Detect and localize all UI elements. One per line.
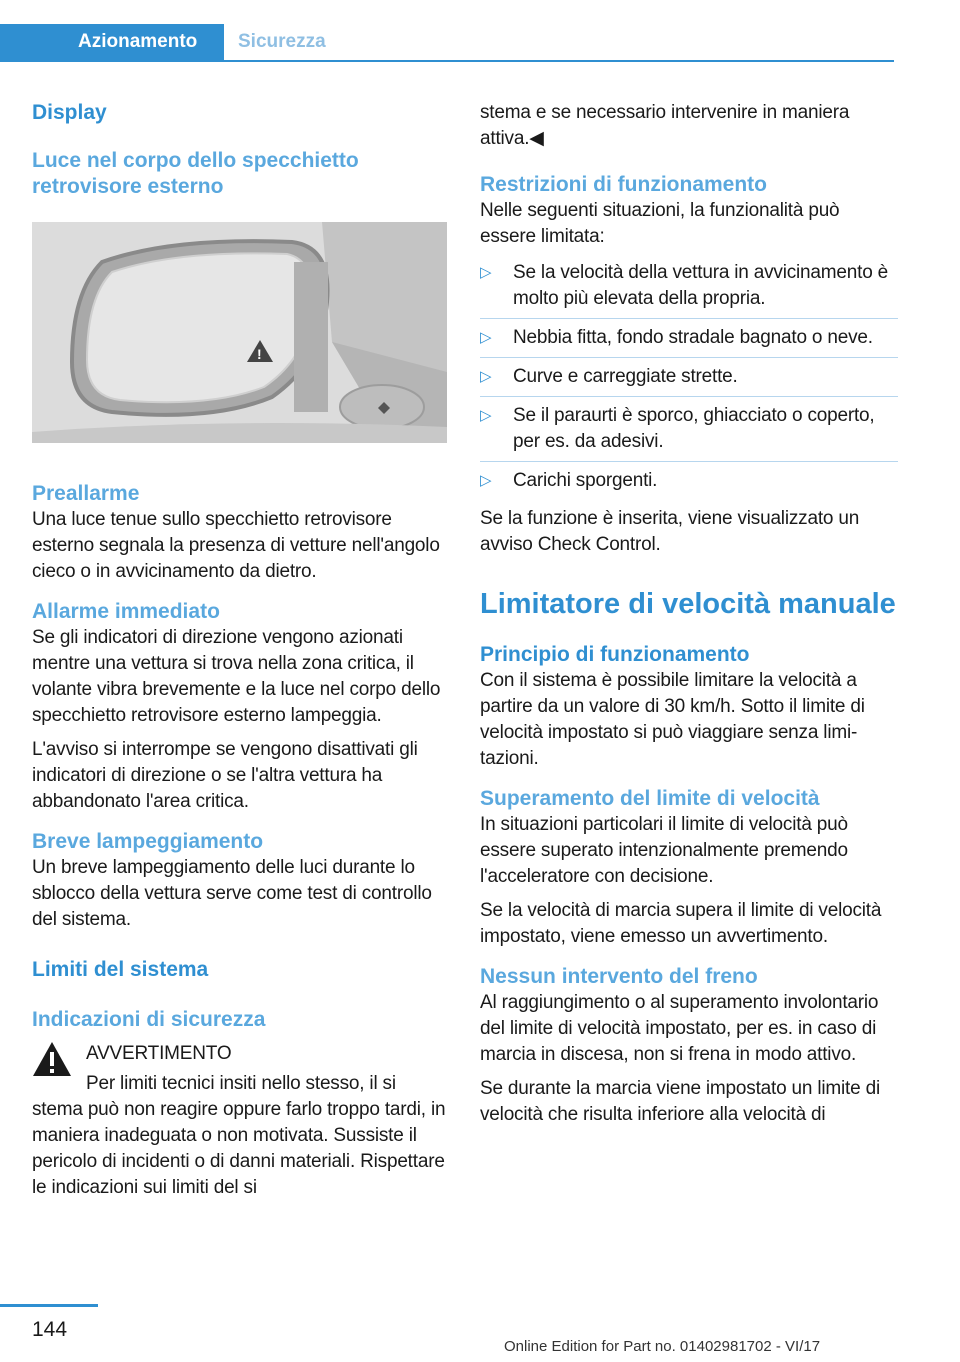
triangle-right-icon: ▷ [480,407,492,424]
page-number: 144 [32,1318,68,1341]
warning-text-first: Per limiti tecnici insiti nello stesso, il si [86,1073,396,1094]
heading-principio: Principio di funzionamento [480,643,750,666]
heading-breve-lampeggiamento: Breve lampeggiamento [32,830,264,853]
list-item: ▷ Se il paraurti è sporco, ghiacciato o coperto, per es. da adesivi. [480,403,898,462]
edition-note: Online Edition for Part no. 01402981702 - VI/17 [504,1338,821,1355]
text-restrizioni: Nelle seguenti situazioni, la funzionalità può essere limitata: [480,200,840,247]
text-principio: Con il sistema è possibile limitare la velocità a partire da un valore di 30 km/h. Sotto il limite di velocità impostato si può viaggiare senza limitazioni. [480,670,865,769]
text-check-control: Se la funzione è inserita, viene visualizzato un avviso Check Control. [480,508,860,555]
heading-preallarme: Preallarme [32,482,140,505]
warning-title: AVVERTIMENTO [86,1043,232,1064]
restriction-list [480,260,898,500]
footer-divider [0,1304,98,1307]
heading-superamento: Superamento del limite di velocità [480,787,820,810]
heading-limitatore-velocita: Limitatore di velocità manuale [480,588,896,620]
triangle-right-icon: ▷ [480,368,492,385]
triangle-right-icon: ▷ [480,264,492,281]
text-nessun-1: Al raggiungimento o al superamento involontario del limite di velocità impostato, per es. in caso di marcia in discesa, non si frena in modo attivo. [480,992,879,1065]
text-warning-continued: stema e se necessario intervenire in maniera attiva.◀ [480,102,850,149]
text-allarme-1: Se gli indicatori di direzione vengono azionati mentre una vettura si trova nella zona critica, il volante vibra brevemente e la luce nel corpo dello specchietto retrovisore esterno lampeggia. [32,627,441,726]
warning-triangle-icon [32,1041,72,1077]
right-column [480,100,898,1128]
triangle-right-icon: ▷ [480,329,492,346]
text-superamento-2: Se la velocità di marcia supera il limite di velocità impostato, viene emesso un avvertimento. [480,900,882,947]
heading-allarme-immediato: Allarme immediato [32,600,220,623]
left-column [32,100,450,1201]
text-superamento-1: In situazioni particolari il limite di velocità può essere superato intenzionalmente premendo l'acceleratore con decisione. [480,814,848,887]
list-item: ▷ Nebbia fitta, fondo stradale bagnato o neve. [480,325,898,358]
warning-block [32,1041,450,1201]
warning-text-rest: stema può non reagire oppure farlo troppo tardi, in maniera inadeguata o non motivata. Sussiste il pericolo di incidenti o di danni materiali. Rispettare le indicazioni sui limiti del si [32,1099,446,1198]
mirror-photo [32,222,447,443]
heading-restrizioni: Restrizioni di funzionamento [480,173,767,196]
mirror-illustration-icon [32,222,447,443]
heading-luce-specchietto: Luce nel corpo dello specchietto retrovisore esterno [32,149,359,198]
heading-indicazioni-sicurezza: Indicazioni di sicurezza [32,1008,266,1031]
svg-text:!: ! [257,346,262,362]
tab-azionamento[interactable]: Azionamento [0,24,224,60]
text-nessun-2: Se durante la marcia viene impostato un limite di velocità che risulta inferiore alla velocità di [480,1078,880,1125]
page-header [0,0,960,64]
header-divider [0,60,894,62]
text-preallarme: Una luce tenue sullo specchietto retrovisore esterno segnala la presenza di vetture nell'angolo cieco o in avvicinamento da dietro. [32,509,440,582]
text-breve: Un breve lampeggiamento delle luci durante lo sblocco della vettura serve come test di controllo del sistema. [32,857,432,930]
heading-display: Display [32,101,107,124]
list-item: ▷ Se la velocità della vettura in avvicinamento è molto più elevata della propria. [480,260,898,319]
heading-limiti-sistema: Limiti del sistema [32,958,209,981]
text-allarme-2: L'avviso si interrompe se vengono disattivati gli indicatori di direzione o se l'altra vettura ha abbandonato l'area critica. [32,739,418,812]
tab-sicurezza[interactable]: Sicurezza [238,31,326,52]
triangle-right-icon: ▷ [480,472,492,489]
list-item: ▷ Curve e carreggiate strette. [480,364,898,397]
heading-nessun-intervento: Nessun intervento del freno [480,965,758,988]
list-item: ▷ Carichi sporgenti. [480,468,898,500]
